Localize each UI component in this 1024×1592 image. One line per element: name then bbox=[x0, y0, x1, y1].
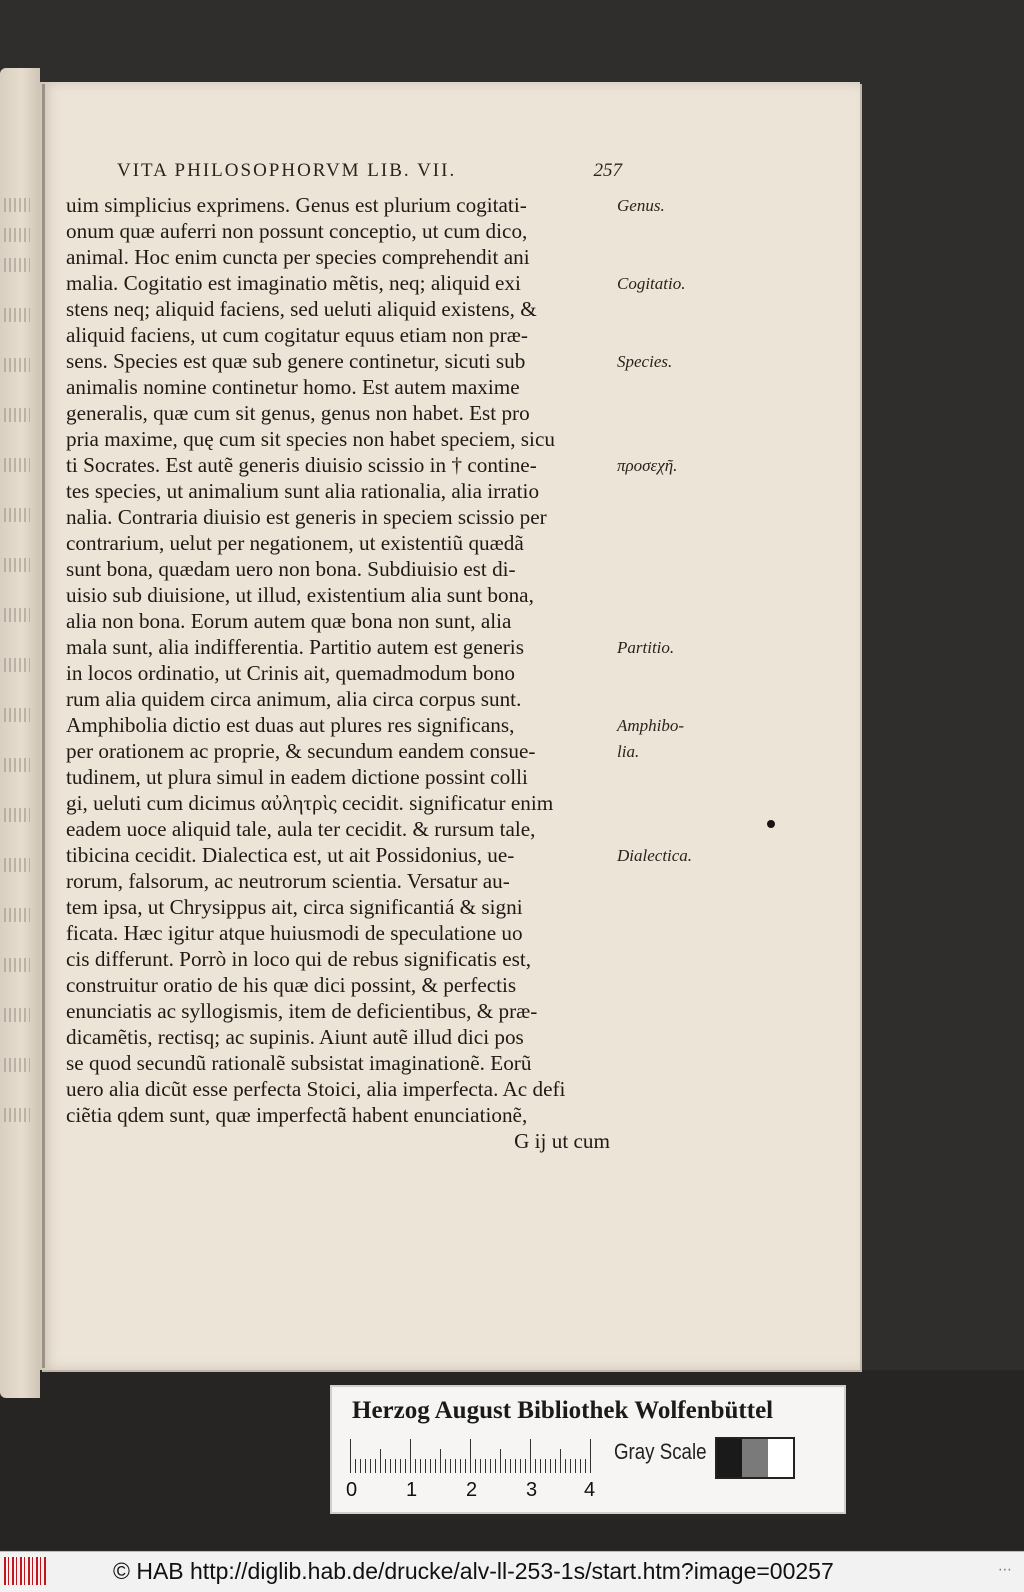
ruler-tick bbox=[375, 1459, 376, 1473]
margin-note: Genus. bbox=[617, 196, 665, 215]
gray-scale-swatches bbox=[715, 1437, 795, 1479]
text-line: tibicina cecidit. Dialectica est, ut ait Possidonius, ue- bbox=[66, 843, 515, 867]
ruler-tick bbox=[560, 1449, 561, 1473]
ruler-tick bbox=[455, 1459, 456, 1473]
text-line: eadem uoce aliquid tale, aula ter cecidit. & rursum tale, bbox=[66, 817, 536, 841]
ruler-tick bbox=[435, 1459, 436, 1473]
ruler-tick bbox=[385, 1459, 386, 1473]
ruler-tick bbox=[525, 1459, 526, 1473]
margin-note: lia. bbox=[617, 742, 640, 761]
running-head bbox=[117, 160, 622, 182]
text-line: malia. Cogitatio est imaginatio mẽtis, neq; aliquid exi bbox=[66, 271, 521, 295]
ruler-tick bbox=[570, 1459, 571, 1473]
text-line: uisio sub diuisione, ut illud, existentium alia sunt bona, bbox=[66, 583, 534, 607]
ruler-tick bbox=[440, 1449, 441, 1473]
page-gutter bbox=[42, 84, 45, 1368]
ruler-tick bbox=[415, 1459, 416, 1473]
ruler-number: 3 bbox=[526, 1479, 538, 1501]
ruler-tick bbox=[510, 1459, 511, 1473]
ruler-tick bbox=[540, 1459, 541, 1473]
ruler-tick bbox=[580, 1459, 581, 1473]
ruler-tick bbox=[490, 1459, 491, 1473]
text-line: G ij ut cum bbox=[514, 1129, 610, 1153]
ruler-number: 4 bbox=[584, 1479, 596, 1501]
text-line: animal. Hoc enim cuncta per species comprehendit ani bbox=[66, 245, 530, 269]
ruler-tick bbox=[400, 1459, 401, 1473]
text-line: tes species, ut animalium sunt alia rationalia, alia irratio bbox=[66, 479, 540, 503]
text-line: dicamẽtis, rectisq; ac supinis. Aiunt autẽ illud dici pos bbox=[66, 1025, 524, 1049]
footer-url[interactable]: © HAB http://diglib.hab.de/drucke/alv-ll-253-1s/start.htm?image=00257 bbox=[113, 1558, 834, 1584]
margin-note: Partitio. bbox=[617, 638, 675, 657]
text-line: tem ipsa, ut Chrysippus ait, circa significantiá & signi bbox=[66, 895, 523, 919]
ruler-tick bbox=[530, 1439, 531, 1473]
barcode-icon bbox=[4, 1557, 46, 1585]
text-line: gi, ueluti cum dicimus αὐλητρὶς cecidit. significatur enim bbox=[66, 791, 554, 815]
ruler-tick bbox=[425, 1459, 426, 1473]
ruler-tick bbox=[470, 1439, 471, 1473]
ruler-tick bbox=[390, 1459, 391, 1473]
text-line: onum quæ auferri non possunt conceptio, ut cum dico, bbox=[66, 219, 528, 243]
text-line: mala sunt, alia indifferentia. Partitio autem est generis bbox=[66, 635, 524, 659]
ruler-tick bbox=[410, 1439, 411, 1473]
ruler-tick bbox=[380, 1449, 381, 1473]
folio-number: 257 bbox=[593, 160, 622, 181]
ruler-tick bbox=[555, 1459, 556, 1473]
ruler-tick bbox=[465, 1459, 466, 1473]
ruler-number: 1 bbox=[406, 1479, 418, 1501]
text-line: aliquid faciens, ut cum cogitatur equus etiam non præ- bbox=[66, 323, 528, 347]
text-line: rorum, falsorum, ac neutrorum scientia. Versatur au- bbox=[66, 869, 510, 893]
text-line: alia non bona. Eorum autem quæ bona non sunt, alia bbox=[66, 609, 512, 633]
text-line: se quod secundũ rationalẽ subsistat imaginationẽ. Eorũ bbox=[66, 1051, 532, 1075]
body-text bbox=[66, 192, 618, 1154]
ruler-tick bbox=[545, 1459, 546, 1473]
ruler-tick bbox=[565, 1459, 566, 1473]
ruler-tick bbox=[370, 1459, 371, 1473]
ruler-tick bbox=[520, 1459, 521, 1473]
ruler-tick bbox=[575, 1459, 576, 1473]
ruler-tick bbox=[585, 1459, 586, 1473]
library-color-card bbox=[330, 1385, 846, 1514]
text-line: sunt bona, quædam uero non bona. Subdiuisio est di- bbox=[66, 557, 516, 581]
ruler-tick bbox=[395, 1459, 396, 1473]
text-line: ciẽtia qdem sunt, quæ imperfectã habent enunciationẽ, bbox=[66, 1103, 528, 1127]
text-line: ti Socrates. Est autẽ generis diuisio scissio in † contine- bbox=[66, 453, 537, 477]
margin-note: προσεχῆ. bbox=[617, 456, 678, 475]
ruler-tick bbox=[450, 1459, 451, 1473]
running-head-title: VITA PHILOSOPHORVM LIB. VII. bbox=[117, 160, 457, 181]
margin-note: Amphibo- bbox=[617, 716, 685, 735]
text-line: construitur oratio de his quæ dici possint, & perfectis bbox=[66, 973, 517, 997]
ruler-tick bbox=[445, 1459, 446, 1473]
ink-spot bbox=[767, 820, 775, 828]
ruler-tick bbox=[420, 1459, 421, 1473]
ruler-tick bbox=[355, 1459, 356, 1473]
text-line: per orationem ac proprie, & secundum eandem consue- bbox=[66, 739, 536, 763]
gray-swatch bbox=[768, 1439, 793, 1477]
margin-note: Dialectica. bbox=[617, 846, 693, 865]
text-line: Amphibolia dictio est duas aut plures res significans, bbox=[66, 713, 515, 737]
text-line: cis differunt. Porrò in loco qui de rebus significatis est, bbox=[66, 947, 532, 971]
facing-page-edge bbox=[0, 68, 40, 1398]
text-line: tudinem, ut plura simul in eadem dictione possint colli bbox=[66, 765, 528, 789]
text-line: uim simplicius exprimens. Genus est plurium cogitati- bbox=[66, 193, 527, 217]
margin-note: Cogitatio. bbox=[617, 274, 686, 293]
measurement-ruler bbox=[350, 1439, 595, 1473]
text-line: enunciatis ac syllogismis, item de deficientibus, & præ- bbox=[66, 999, 538, 1023]
text-line: rum alia quidem circa animum, alia circa corpus sunt. bbox=[66, 687, 522, 711]
text-line: generalis, quæ cum sit genus, genus non habet. Est pro bbox=[66, 401, 530, 425]
ruler-tick bbox=[485, 1459, 486, 1473]
ruler-number: 2 bbox=[466, 1479, 478, 1501]
ruler-tick bbox=[405, 1459, 406, 1473]
library-name: Herzog August Bibliothek Wolfenbüttel bbox=[352, 1397, 774, 1424]
viewer-footer bbox=[0, 1551, 1024, 1592]
ruler-tick bbox=[505, 1459, 506, 1473]
text-line: stens neq; aliquid faciens, sed ueluti aliquid existens, & bbox=[66, 297, 537, 321]
gray-scale-label: Gray Scale bbox=[614, 1439, 707, 1464]
ruler-tick bbox=[550, 1459, 551, 1473]
ruler-tick bbox=[480, 1459, 481, 1473]
text-line: uero alia dicũt esse perfecta Stoici, alia imperfecta. Ac defi bbox=[66, 1077, 566, 1101]
ruler-tick bbox=[495, 1459, 496, 1473]
text-line: ficata. Hæc igitur atque huiusmodi de speculatione uo bbox=[66, 921, 523, 945]
ruler-tick bbox=[365, 1459, 366, 1473]
ruler-tick bbox=[500, 1449, 501, 1473]
text-line: sens. Species est quæ sub genere continetur, sicuti sub bbox=[66, 349, 526, 373]
ruler-tick bbox=[350, 1439, 351, 1473]
ruler-tick bbox=[460, 1459, 461, 1473]
text-line: pria maxime, quę cum sit species non habet speciem, sicu bbox=[66, 427, 555, 451]
gray-swatch bbox=[717, 1439, 742, 1477]
text-line: animalis nomine continetur homo. Est autem maxime bbox=[66, 375, 520, 399]
ruler-tick bbox=[535, 1459, 536, 1473]
ruler-tick bbox=[475, 1459, 476, 1473]
text-line: contrarium, uelut per negationem, ut existentiũ quædã bbox=[66, 531, 524, 555]
margin-note: Species. bbox=[617, 352, 673, 371]
text-line: in locos ordinatio, ut Crinis ait, quemadmodum bono bbox=[66, 661, 516, 685]
ruler-tick bbox=[515, 1459, 516, 1473]
text-line: nalia. Contraria diuisio est generis in speciem scissio per bbox=[66, 505, 547, 529]
ruler-tick bbox=[430, 1459, 431, 1473]
gray-swatch bbox=[742, 1439, 767, 1477]
ruler-tick bbox=[360, 1459, 361, 1473]
ruler-number: 0 bbox=[346, 1479, 358, 1501]
more-options-icon[interactable]: ⋯ bbox=[998, 1562, 1012, 1578]
ruler-tick bbox=[590, 1439, 591, 1473]
